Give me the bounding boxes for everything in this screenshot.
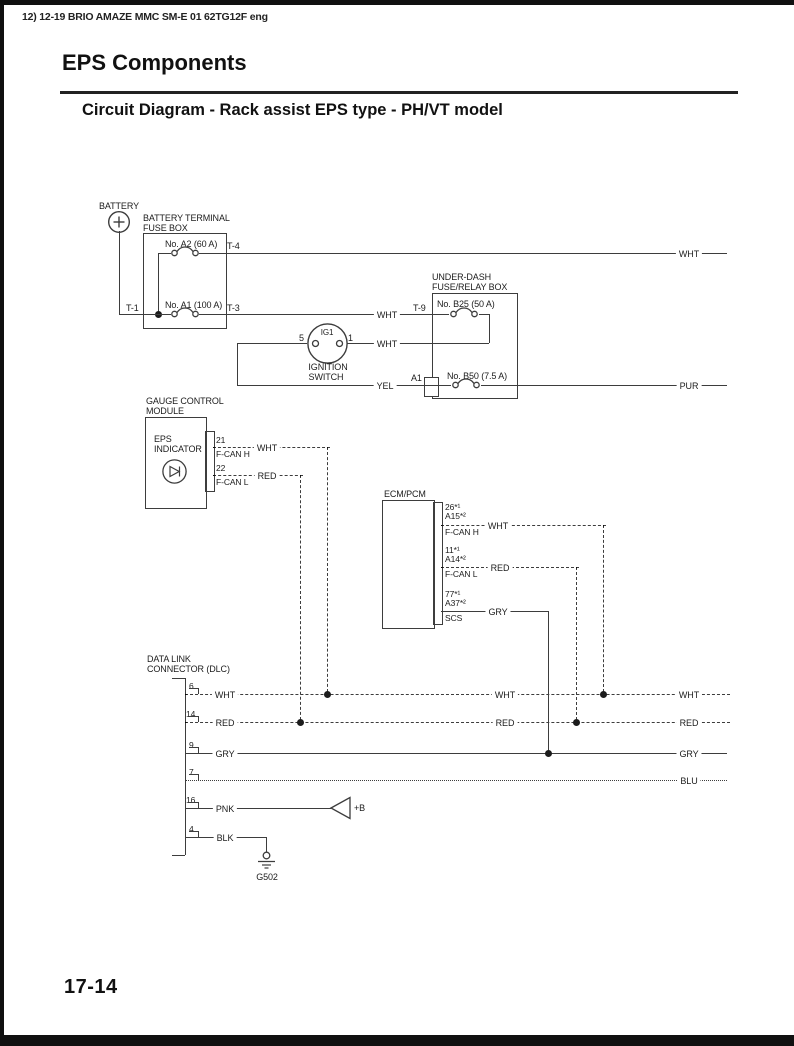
eps-indicator-label-1: EPS xyxy=(154,434,172,444)
ecm-fcanl-signal: F-CAN L xyxy=(445,569,478,579)
wire-color-tag: YEL xyxy=(374,381,397,391)
wire-color-tag: GRY xyxy=(485,607,510,617)
page-frame-bottom xyxy=(0,1035,794,1046)
ground-g502-label: G502 xyxy=(256,872,278,882)
document-header: 12) 12-19 BRIO AMAZE MMC SM-E 01 62TG12F eng xyxy=(22,11,268,23)
dlc-pin-tick xyxy=(189,747,198,748)
battery-fuse-box-label-1: BATTERY TERMINAL xyxy=(143,213,230,223)
gauge-module-connector xyxy=(205,431,215,492)
ignition-pin-1: 1 xyxy=(348,333,353,343)
wire-gauge-fcanh-drop xyxy=(327,447,328,697)
wire-t3-wht xyxy=(199,314,449,315)
dlc-label-1: DATA LINK xyxy=(147,654,191,664)
wire-color-tag: RED xyxy=(677,718,702,728)
wire-t4-wht xyxy=(199,253,727,254)
dlc-pin-tick xyxy=(189,688,198,689)
fuse-a1-label: No. A1 (100 A) xyxy=(165,300,223,310)
wire-fuse-b25-drop xyxy=(489,314,490,343)
eps-indicator-diode-icon xyxy=(162,459,187,484)
wire-ecm-scs-drop xyxy=(548,611,549,753)
fuse-b50-icon xyxy=(451,376,481,390)
ecm-scs-signal: SCS xyxy=(445,613,463,623)
wire-color-tag: GRY xyxy=(676,749,701,759)
wire-color-tag: RED xyxy=(255,471,280,481)
gauge-pin-21: 21 xyxy=(216,435,226,445)
wire-color-tag: WHT xyxy=(485,521,511,531)
page-frame-left xyxy=(0,0,4,1046)
ignition-pin-5: 5 xyxy=(299,333,304,343)
terminal-t9-label: T-9 xyxy=(413,303,426,313)
wire-dlc-blu xyxy=(185,780,727,781)
wire-gauge-fcanl-drop xyxy=(300,475,301,725)
dlc-bracket-bottom xyxy=(172,855,185,856)
connector-a1 xyxy=(424,377,439,397)
ecm-fcanl-pin2: A14*² xyxy=(445,554,466,564)
ecm-fcanh-pin1: 26*¹ xyxy=(445,502,461,512)
wire-color-tag: WHT xyxy=(374,339,400,349)
wire-color-tag: WHT xyxy=(254,443,280,453)
ecm-label: ECM/PCM xyxy=(384,489,426,499)
section-subtitle: Circuit Diagram - Rack assist EPS type - PH/VT model xyxy=(82,101,503,119)
eps-indicator-label-2: INDICATOR xyxy=(154,444,202,454)
battery-fuse-box-label-2: FUSE BOX xyxy=(143,223,188,233)
power-b-label: +B xyxy=(354,803,366,813)
underdash-box-label-1: UNDER-DASH xyxy=(432,272,492,282)
ecm-connector xyxy=(433,502,443,625)
wire-color-tag: PNK xyxy=(213,804,237,814)
dlc-pin-tick xyxy=(189,774,198,775)
junction-dot xyxy=(324,691,331,698)
wire-t1-in xyxy=(119,314,171,315)
wire-color-tag: RED xyxy=(493,718,518,728)
wire-color-tag: BLK xyxy=(214,833,237,843)
ecm-fcanh-pin2: A15*² xyxy=(445,511,466,521)
dlc-pin-tick xyxy=(189,716,198,717)
ecm-pcm-box xyxy=(382,500,435,629)
fuse-b25-icon xyxy=(449,305,479,319)
wire-color-tag: WHT xyxy=(676,249,702,259)
dlc-pin-4: 4 xyxy=(189,824,194,834)
terminal-t4-label: T-4 xyxy=(227,241,240,251)
wire-dlc-red xyxy=(185,722,730,723)
title-divider xyxy=(60,91,738,94)
wire-color-tag: WHT xyxy=(676,690,702,700)
power-triangle-icon xyxy=(330,795,352,821)
gauge-pin-22: 22 xyxy=(216,463,226,473)
dlc-pin-tick xyxy=(189,831,198,832)
gauge-module-label-1: GAUGE CONTROL xyxy=(146,396,224,406)
wire-ig1-pin5 xyxy=(237,343,307,344)
page-title: EPS Components xyxy=(62,50,247,75)
ignition-switch-id: IG1 xyxy=(320,328,334,337)
terminal-t1-label: T-1 xyxy=(126,303,139,313)
wire-ecm-fcanh-drop xyxy=(603,525,604,697)
junction-dot xyxy=(573,719,580,726)
battery-label: BATTERY xyxy=(99,201,139,211)
junction-dot xyxy=(545,750,552,757)
wire-battery-feed xyxy=(119,231,120,314)
dlc-connector-bracket xyxy=(185,678,186,855)
wire-color-tag: PUR xyxy=(677,381,702,391)
wire-fuse-a2-riser xyxy=(158,253,159,314)
dlc-pin-14: 14 xyxy=(186,709,196,719)
wire-dlc-gry xyxy=(185,753,727,754)
ignition-switch-label-1: IGNITION xyxy=(308,362,348,372)
ground-icon xyxy=(255,849,278,871)
ecm-fcanl-pin1: 11*¹ xyxy=(445,545,460,555)
page-number: 17-14 xyxy=(64,976,118,998)
wire-color-tag: WHT xyxy=(492,690,518,700)
wire-color-tag: WHT xyxy=(212,690,238,700)
fuse-a2-label: No. A2 (60 A) xyxy=(165,239,218,249)
fuse-a2-icon xyxy=(170,244,200,258)
ecm-scs-pin1: 77*¹ xyxy=(445,589,461,599)
ecm-fcanh-signal: F-CAN H xyxy=(445,527,479,537)
dlc-pin-7: 7 xyxy=(189,767,194,777)
wire-dlc-wht xyxy=(185,694,730,695)
underdash-box-label-2: FUSE/RELAY BOX xyxy=(432,282,508,292)
gauge-pin-21-signal: F-CAN H xyxy=(216,449,250,459)
fuse-b50-label: No. B50 (7.5 A) xyxy=(447,371,508,381)
wire-color-tag: WHT xyxy=(374,310,400,320)
dlc-pin-tick xyxy=(189,802,198,803)
fuse-b25-label: No. B25 (50 A) xyxy=(437,299,495,309)
wire-yel xyxy=(237,385,451,386)
terminal-a1-label: A1 xyxy=(411,373,422,383)
wire-color-tag: BLU xyxy=(677,776,700,786)
dlc-pin-6: 6 xyxy=(189,681,194,691)
gauge-module-label-2: MODULE xyxy=(146,406,184,416)
junction-dot xyxy=(600,691,607,698)
dlc-bracket-top xyxy=(172,678,185,679)
wire-dlc-pnk xyxy=(185,808,331,809)
gauge-pin-22-signal: F-CAN L xyxy=(216,477,249,487)
terminal-t3-label: T-3 xyxy=(227,303,240,313)
wire-color-tag: GRY xyxy=(212,749,237,759)
dlc-pin-16: 16 xyxy=(186,795,196,805)
ecm-scs-pin2: A37*² xyxy=(445,598,466,608)
wire-ig1-wht xyxy=(347,343,489,344)
wire-color-tag: RED xyxy=(488,563,513,573)
dlc-label-2: CONNECTOR (DLC) xyxy=(147,664,230,674)
wire-ig1-drop xyxy=(237,343,238,385)
ignition-switch-label-2: SWITCH xyxy=(308,372,344,382)
junction-dot xyxy=(297,719,304,726)
wire-color-tag: RED xyxy=(213,718,238,728)
wire-ecm-fcanh xyxy=(441,525,606,526)
page-frame-top xyxy=(0,0,794,5)
wire-ecm-fcanl-drop xyxy=(576,567,577,725)
dlc-pin-9: 9 xyxy=(189,740,194,750)
